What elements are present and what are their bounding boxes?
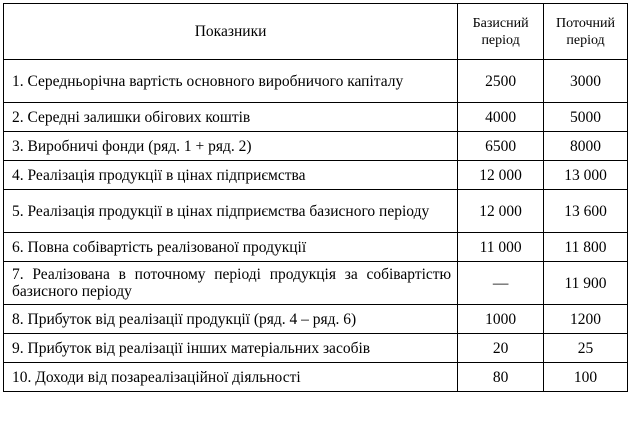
row-basis-value: 11 000 xyxy=(458,233,544,262)
row-current-value: 13 000 xyxy=(544,161,628,190)
header-basis-line1: Базисний xyxy=(472,15,529,31)
table-row xyxy=(4,103,628,132)
header-current-line2: період xyxy=(566,32,605,48)
row-basis-value: 20 xyxy=(458,334,544,363)
row-label: 5. Реалізація продукції в цінах підприємства базисного періоду xyxy=(4,190,458,233)
row-label: 4. Реалізація продукції в цінах підприємства xyxy=(4,161,458,190)
row-current-value: 11 900 xyxy=(544,262,628,305)
header-current-line1: Поточний xyxy=(556,15,616,31)
table-row xyxy=(4,132,628,161)
header-current-period xyxy=(544,4,628,60)
row-current-value: 13 600 xyxy=(544,190,628,233)
header-basis-line2: період xyxy=(481,32,520,48)
header-basis-period xyxy=(458,4,544,60)
indicators-table xyxy=(3,3,628,392)
row-basis-value: 6500 xyxy=(458,132,544,161)
table-row xyxy=(4,161,628,190)
row-label: 2. Середні залишки обігових коштів xyxy=(4,103,458,132)
row-basis-value: 12 000 xyxy=(458,161,544,190)
table-row xyxy=(4,262,628,305)
row-current-value: 3000 xyxy=(544,60,628,103)
row-current-value: 100 xyxy=(544,363,628,392)
row-label: 7. Реалізована в поточному періоді продукція за собівартістю базисного періоду xyxy=(4,262,458,305)
row-basis-value: 2500 xyxy=(458,60,544,103)
row-label: 3. Виробничі фонди (ряд. 1 + ряд. 2) xyxy=(4,132,458,161)
row-current-value: 8000 xyxy=(544,132,628,161)
table-row xyxy=(4,233,628,262)
row-label: 1. Середньорічна вартість основного виробничого капіталу xyxy=(4,60,458,103)
header-indicators: Показники xyxy=(4,4,458,60)
row-basis-value: 4000 xyxy=(458,103,544,132)
row-label: 8. Прибуток від реалізації продукції (ряд. 4 – ряд. 6) xyxy=(4,305,458,334)
table-row xyxy=(4,60,628,103)
table-header-row xyxy=(4,4,628,60)
row-basis-value: 12 000 xyxy=(458,190,544,233)
table-row xyxy=(4,334,628,363)
row-basis-value: 80 xyxy=(458,363,544,392)
row-label: 10. Доходи від позареалізаційної діяльності xyxy=(4,363,458,392)
row-basis-value: 1000 xyxy=(458,305,544,334)
table-row xyxy=(4,363,628,392)
row-basis-value: — xyxy=(458,262,544,305)
row-current-value: 25 xyxy=(544,334,628,363)
table-row xyxy=(4,305,628,334)
table-row xyxy=(4,190,628,233)
row-current-value: 5000 xyxy=(544,103,628,132)
row-label: 9. Прибуток від реалізації інших матеріальних засобів xyxy=(4,334,458,363)
row-label: 6. Повна собівартість реалізованої продукції xyxy=(4,233,458,262)
row-current-value: 11 800 xyxy=(544,233,628,262)
row-current-value: 1200 xyxy=(544,305,628,334)
